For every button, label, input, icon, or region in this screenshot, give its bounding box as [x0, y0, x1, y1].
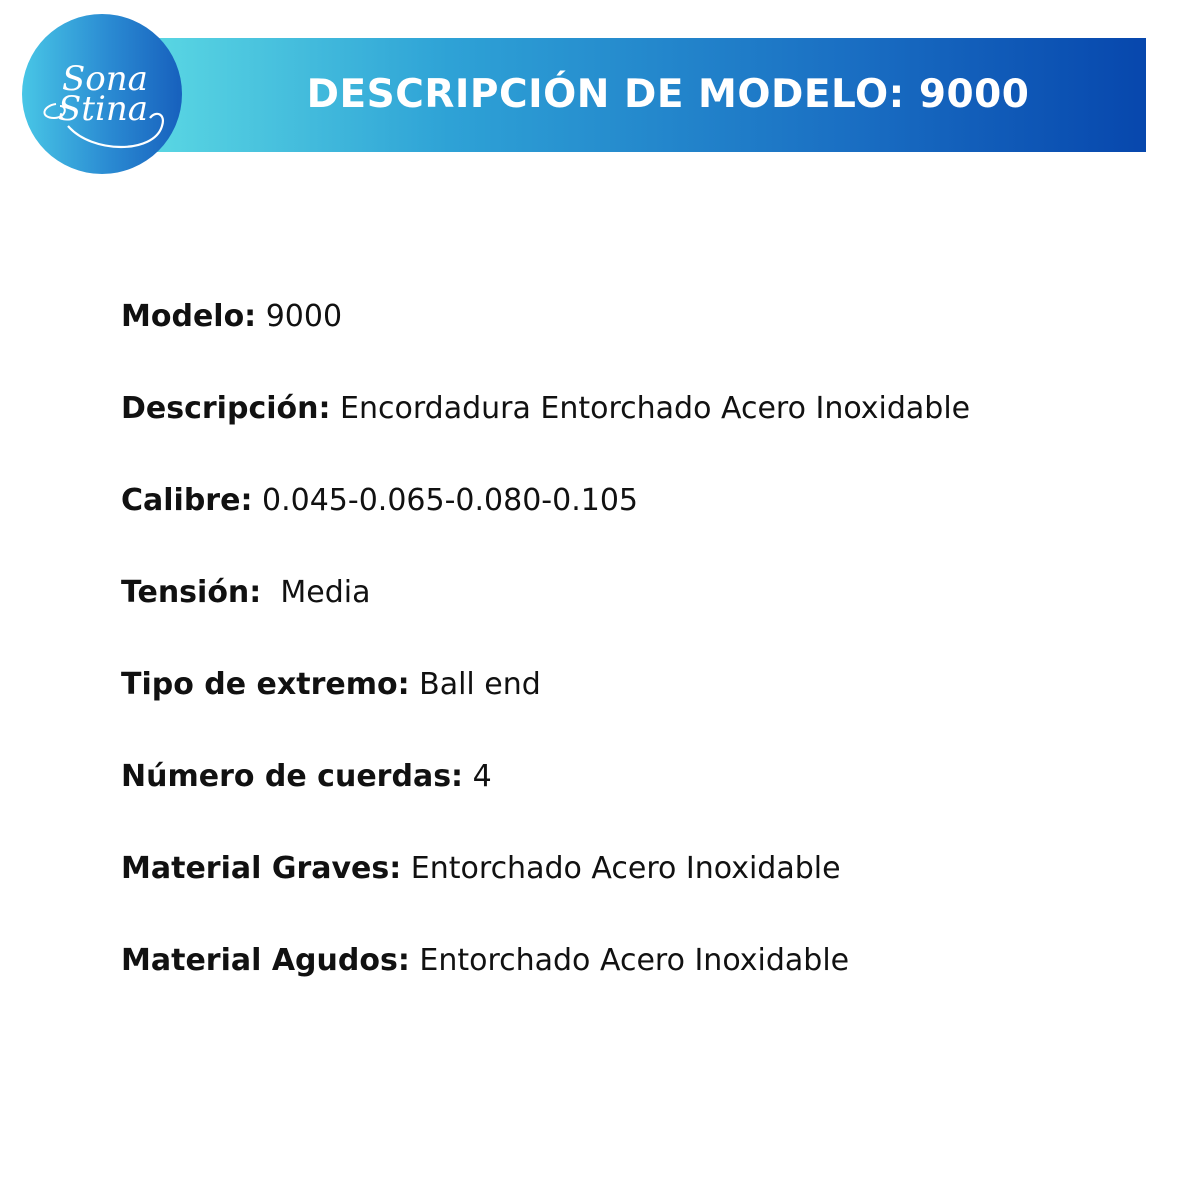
spec-value: 9000 — [256, 299, 343, 334]
title-banner — [150, 38, 1146, 152]
spec-value: 0.045-0.065-0.080-0.105 — [252, 483, 638, 518]
spec-label: Número de cuerdas: — [121, 759, 464, 794]
spec-value: Ball end — [409, 667, 541, 702]
spec-row-numero-cuerdas — [121, 752, 1121, 844]
spec-value: Encordadura Entorchado Acero Inoxidable — [330, 391, 971, 426]
spec-row-calibre — [121, 476, 1121, 568]
spec-value: Entorchado Acero Inoxidable — [409, 943, 850, 978]
spec-label: Material Agudos: — [121, 943, 410, 978]
spec-row-tension — [121, 568, 1121, 660]
spec-row-material-graves — [121, 844, 1121, 936]
spec-row-tipo-extremo — [121, 660, 1121, 752]
spec-label: Modelo: — [121, 299, 257, 334]
spec-value: 4 — [463, 759, 492, 794]
spec-row-descripcion — [121, 384, 1121, 476]
spec-row-material-agudos — [121, 936, 1121, 1028]
logo-text-line2: Stina — [58, 89, 148, 129]
spec-value: Entorchado Acero Inoxidable — [401, 851, 841, 886]
spec-label: Descripción: — [121, 391, 331, 426]
sonastina-logo — [22, 14, 182, 174]
logo-mark-icon — [22, 14, 182, 174]
spec-label: Tipo de extremo: — [121, 667, 410, 702]
spec-label: Calibre: — [121, 483, 253, 518]
spec-value: Media — [261, 575, 371, 610]
spec-label: Tensión: — [121, 575, 262, 610]
logo-text-line1: Sona — [62, 59, 148, 99]
spec-label: Material Graves: — [121, 851, 402, 886]
spec-list — [121, 292, 1121, 1028]
page-title: DESCRIPCIÓN DE MODELO: 9000 — [306, 72, 1030, 117]
spec-row-modelo — [121, 292, 1121, 384]
